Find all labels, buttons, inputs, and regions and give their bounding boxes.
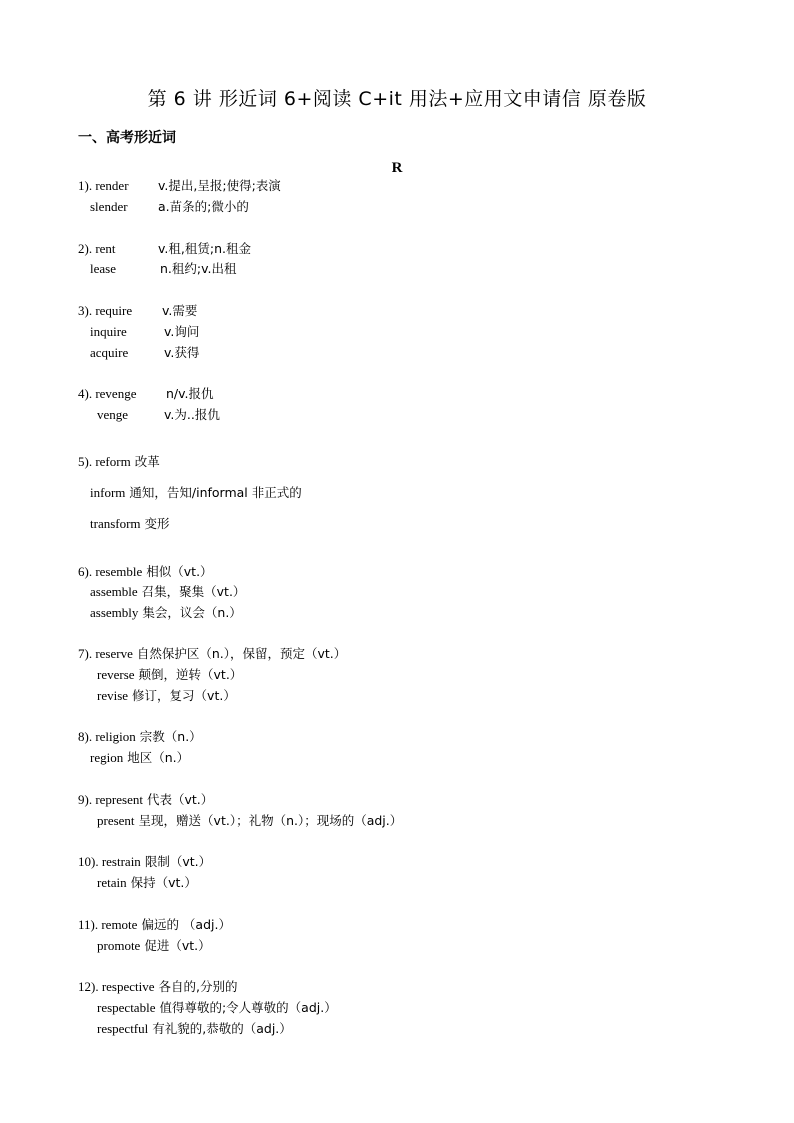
- english-word: lease: [90, 261, 116, 276]
- word-meaning: 限制（vt.）: [144, 854, 212, 869]
- english-word: inquire: [90, 324, 127, 339]
- english-word: region: [90, 750, 124, 765]
- word-entry-line: [90, 750, 189, 766]
- english-word: 5). reform: [78, 454, 131, 469]
- english-word: 7). reserve: [78, 646, 133, 661]
- word-meaning: 偏远的 （adj.）: [141, 917, 231, 932]
- section-heading: 一、高考形近词: [78, 130, 176, 146]
- english-word: present: [97, 813, 135, 828]
- english-word: reverse: [97, 667, 135, 682]
- word-entry-line: [97, 938, 211, 954]
- word-entry-line: [78, 917, 231, 933]
- word-meaning: 自然保护区（n.），保留，预定（vt.）: [136, 646, 347, 661]
- word-entry-line: [78, 178, 281, 194]
- word-meaning: v.提出,呈报;使得;表演: [158, 178, 281, 193]
- english-word: respectful: [97, 1021, 149, 1036]
- english-word: 11). remote: [78, 917, 138, 932]
- english-word: slender: [90, 199, 128, 214]
- english-word: promote: [97, 938, 141, 953]
- word-meaning: 相似（vt.）: [146, 564, 213, 579]
- word-entry-line: [90, 485, 302, 501]
- english-word: revise: [97, 688, 129, 703]
- english-word: 10). restrain: [78, 854, 141, 869]
- word-entry-line: [97, 688, 236, 704]
- word-meaning: 各自的,分别的: [158, 979, 238, 994]
- word-entry-line: [78, 792, 213, 808]
- word-entry-line: [97, 813, 402, 829]
- word-meaning: 呈现，赠送（vt.）；礼物（n.）；现场的（adj.）: [138, 813, 403, 828]
- word-meaning: 宗教（n.）: [139, 729, 202, 744]
- word-meaning: 地区（n.）: [127, 750, 190, 765]
- english-word: assemble: [90, 584, 138, 599]
- word-meaning: v.为..报仇: [164, 407, 220, 422]
- word-meaning: 保持（vt.）: [130, 875, 197, 890]
- word-entry-line: [78, 241, 251, 257]
- word-meaning: v.询问: [164, 324, 200, 339]
- word-entry-line: [90, 345, 200, 361]
- word-entry-line: [78, 979, 238, 995]
- word-entry-line: [90, 324, 200, 340]
- english-word: 9). represent: [78, 792, 143, 807]
- letter-heading: R: [391, 160, 403, 176]
- english-word: 6). resemble: [78, 564, 143, 579]
- word-meaning: 召集，聚集（vt.）: [141, 584, 246, 599]
- english-word: 1). render: [78, 178, 129, 193]
- english-word: venge: [97, 407, 129, 422]
- word-entry-line: [78, 646, 346, 662]
- word-meaning: v.需要: [162, 303, 198, 318]
- english-word: 12). respective: [78, 979, 155, 994]
- word-entry-line: [97, 407, 220, 423]
- english-word: inform: [90, 485, 126, 500]
- word-meaning: 促进（vt.）: [144, 938, 211, 953]
- word-entry-line: [90, 584, 245, 600]
- word-meaning: 变形: [144, 516, 170, 531]
- word-entry-line: [78, 729, 202, 745]
- english-word: retain: [97, 875, 127, 890]
- word-meaning: 值得尊敬的;令人尊敬的（adj.）: [159, 1000, 337, 1015]
- word-entry-line: [78, 386, 214, 402]
- english-word: transform: [90, 516, 141, 531]
- word-entry-line: [78, 454, 160, 470]
- word-meaning: 集会，议会（n.）: [142, 605, 242, 620]
- english-word: 4). revenge: [78, 386, 137, 401]
- word-meaning: 颠倒，逆转（vt.）: [138, 667, 243, 682]
- word-meaning: 有礼貌的,恭敬的（adj.）: [152, 1021, 292, 1036]
- word-entry-line: [90, 605, 242, 621]
- word-entry-line: [97, 1021, 292, 1037]
- english-word: acquire: [90, 345, 129, 360]
- word-meaning: 改革: [134, 454, 160, 469]
- word-meaning: v.获得: [164, 345, 200, 360]
- word-meaning: 修订，复习（vt.）: [132, 688, 236, 703]
- english-word: 2). rent: [78, 241, 116, 256]
- word-meaning: 代表（vt.）: [146, 792, 214, 807]
- word-entry-line: [97, 875, 197, 891]
- word-meaning: n/v.报仇: [166, 386, 214, 401]
- word-entry-line: [78, 303, 198, 319]
- word-entry-line: [97, 1000, 337, 1016]
- word-entry-line: [90, 199, 249, 215]
- word-meaning: v.租,租赁;n.租金: [158, 241, 251, 256]
- english-word: respectable: [97, 1000, 156, 1015]
- word-entry-line: [78, 854, 211, 870]
- word-meaning: n.租约;v.出租: [160, 261, 237, 276]
- word-entry-line: [90, 516, 170, 532]
- word-entry-line: [97, 667, 242, 683]
- word-meaning: a.苗条的;微小的: [158, 199, 249, 214]
- word-entry-line: [78, 564, 213, 580]
- english-word: 3). require: [78, 303, 133, 318]
- english-word: assembly: [90, 605, 139, 620]
- word-entry-line: [90, 261, 237, 277]
- english-word: 8). religion: [78, 729, 136, 744]
- page-title: 第 6 讲 形近词 6+阅读 C+it 用法+应用文申请信 原卷版: [147, 88, 647, 110]
- word-meaning: 通知，告知/informal 非正式的: [129, 485, 302, 500]
